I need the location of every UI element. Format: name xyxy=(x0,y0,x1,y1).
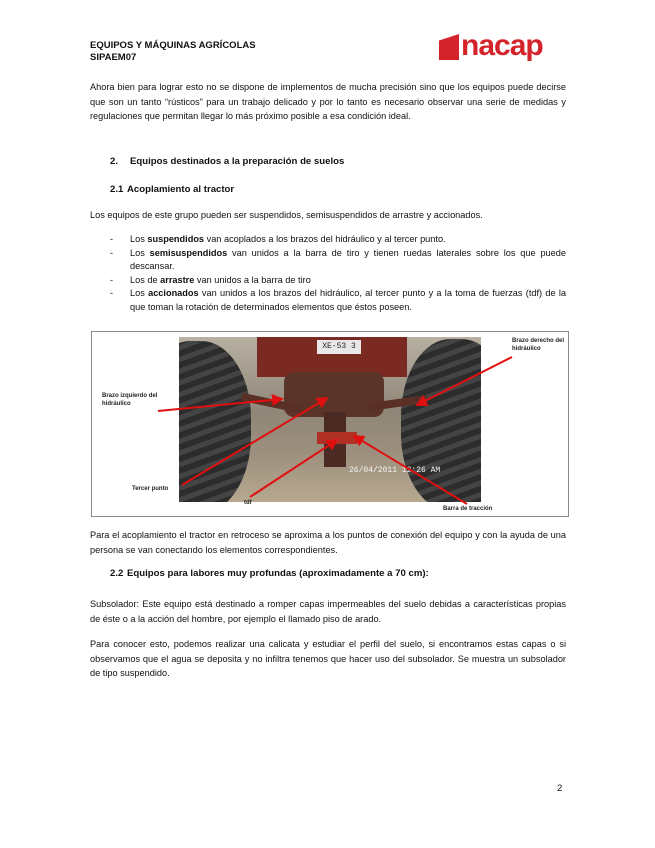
arrow-third-point xyxy=(182,398,327,485)
coupling-paragraph: Para el acoplamiento el tractor en retroceso se aproxima a los puntos de conexión del equipo y con la ayuda de una persona se van conectando los elementos correspondientes. xyxy=(90,530,566,555)
course-code: SIPAEM07 xyxy=(90,52,137,63)
arrow-tdf xyxy=(250,440,337,497)
subsolador-paragraph: Subsolador: Este equipo está destinado a romper capas impermeables del suelo debidas a características propias de éste o a la acción del hombre, por ejemplo el llamado piso de arado. xyxy=(90,599,566,624)
list-item: - Los accionados van unidos a los brazos del hidráulico, al tercer punto y a la toma de fuerzas (tdf) de la que toman la rotación de determinados elementos que éstos poseen. xyxy=(110,287,566,314)
list-item: - Los de arrastre van unidos a la barra de tiro xyxy=(110,274,566,288)
inacap-logo xyxy=(439,29,543,62)
section-title: Equipos destinados a la preparación de suelos xyxy=(130,156,345,167)
section-number: 2.1 xyxy=(110,184,124,195)
section-number: 2. xyxy=(110,156,119,167)
section-2-1-heading xyxy=(110,183,234,196)
section-2-heading xyxy=(110,155,344,168)
label-drawbar: Barra de tracción xyxy=(443,506,493,512)
logo-mark-icon xyxy=(439,34,459,60)
section-title: Equipos para labores muy profundas (aproximadamente a 70 cm): xyxy=(127,568,429,579)
label-third-point: Tercer punto xyxy=(132,486,169,492)
arrow-right-arm xyxy=(417,357,512,405)
document-header xyxy=(90,40,256,64)
section-2-2-heading xyxy=(110,567,429,580)
list-item: - Los suspendidos van acoplados a los brazos del hidráulico y al tercer punto. xyxy=(110,233,566,247)
list-item: - Los semisuspendidos van unidos a la barra de tiro y tienen ruedas laterales sobre los que puede descansar. xyxy=(110,247,566,274)
group-intro-paragraph: Los equipos de este grupo pueden ser suspendidos, semisuspendidos de arrastre y accionados. xyxy=(90,210,483,220)
label-right-arm: Brazo derecho del hidráulico xyxy=(512,338,565,352)
page-number: 2 xyxy=(557,783,563,794)
label-left-arm: Brazo izquierdo del hidráulico xyxy=(102,393,158,407)
course-title: EQUIPOS Y MÁQUINAS AGRÍCOLAS xyxy=(90,40,256,51)
arrow-left-arm xyxy=(158,399,282,411)
tractor-hitch-figure xyxy=(91,331,569,517)
logo-wordmark: nacap xyxy=(461,29,543,62)
section-title: Acoplamiento al tractor xyxy=(127,184,235,195)
coupling-types-list xyxy=(110,233,566,314)
arrow-drawbar xyxy=(354,436,467,504)
calicata-paragraph: Para conocer esto, podemos realizar una calicata y estudiar el perfil del suelo, si encontramos estas capas o si observamos que el agua se deposita y no infiltra tenemos que hacer uso del subsolador. Se muestra un subsolador de tipo suspendido. xyxy=(90,639,566,678)
label-tdf: tdf xyxy=(244,500,252,506)
section-number: 2.2 xyxy=(110,568,124,579)
photo-timestamp: 26/04/2011 12:26 AM xyxy=(349,466,441,475)
intro-paragraph: Ahora bien para lograr esto no se dispone de implementos de mucha precisión sino que los equipos puede decirse que son un tanto “rústicos” para un trabajo delicado y por lo tanto es necesario observar una serie de medidas y regulaciones que permitan llegar lo más próximo posible a esa condición ideal. xyxy=(90,82,566,121)
license-plate: XE-53 3 xyxy=(317,340,361,354)
